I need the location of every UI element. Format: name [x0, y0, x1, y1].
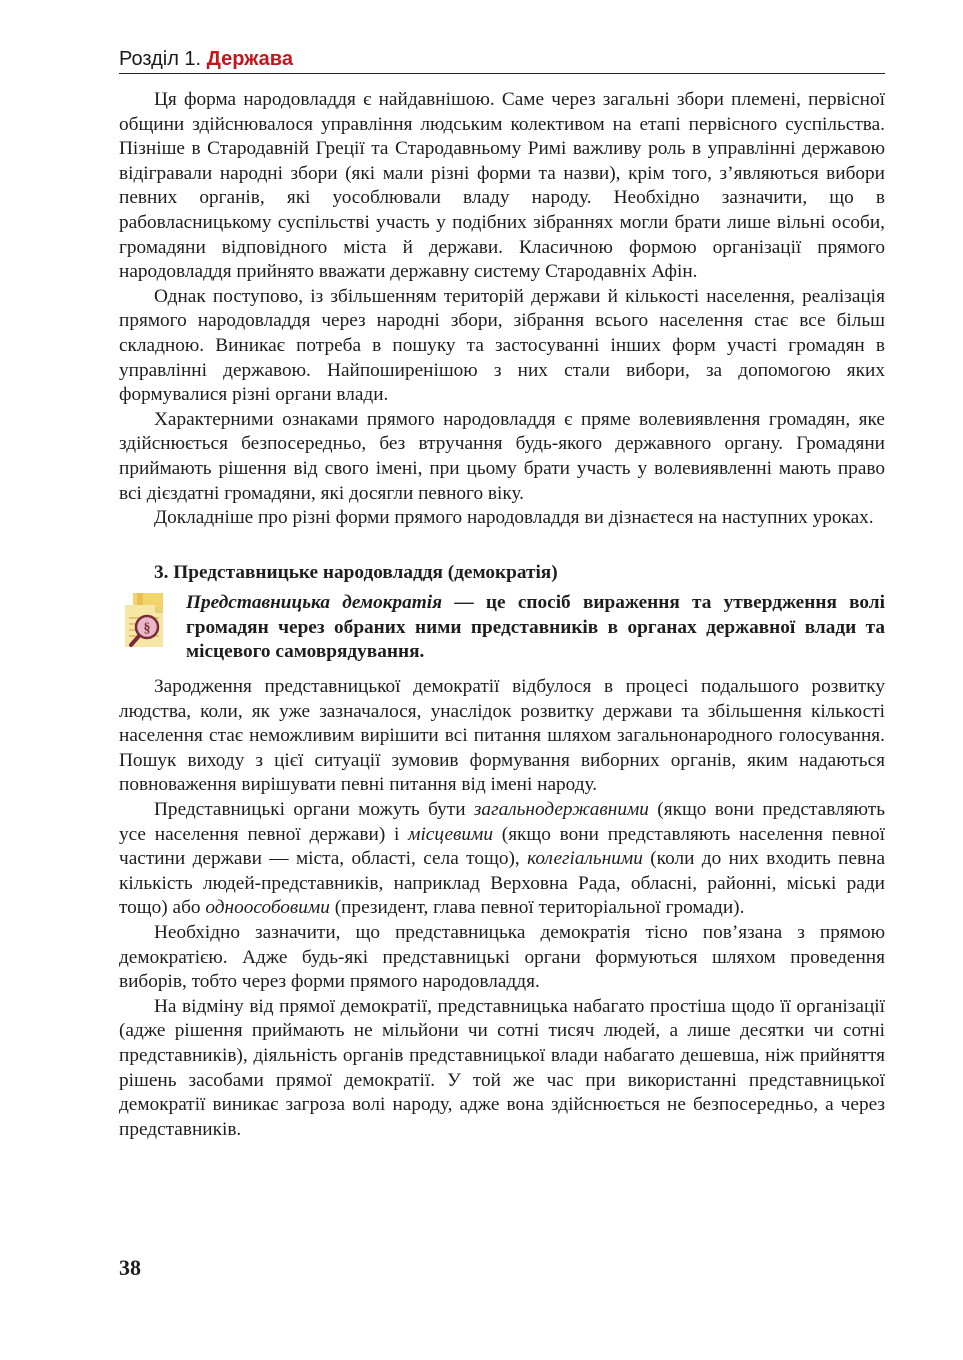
text-fragment: (якщо вони представляють населення певної частини держави — міста, області, села тощо), [119, 823, 885, 870]
paragraph-ancient-forms: Ця форма народовладдя є найдавнішою. Саме через загальні збори племені, первісної общини здійснювалося управління людським колективом на етапі первісного суспільства. Пізніше в Стародавній Греції та Стародавньому Римі важливу роль в управлінні державою відігравали народні збори (які мали різні форми та назви), крім того, з’являються вибори певних органів, які уособлювали владу народу. Необхідно зазначити, що в рабовласницькому суспільстві участь у подібних зібраннях могли брати лише вільні особи, громадяни відповідного міста й держави. Класичною формою організації прямого народовладдя прийнято вважати державну систему Стародавніх Афін. [119, 89, 885, 283]
paragraph-comparison: На відміну від прямої демократії, представницька набагато простіша щодо її організації (адже рішення приймають не мільйони чи сотні тисяч людей, а лише десятки чи сотні представників), діяльність органів представницької влади набагато дешевша, ніж прийняття рішень засобами прямої демократії. У той же час при використанні представницької демократії виникає загроза волі народу, адже вона здійснюється не безпосередньо, а через представників. [119, 995, 885, 1140]
section-label: Розділ 1. [119, 48, 202, 70]
paragraph-origin: Зародження представницької демократії відбулося в процесі подальшого розвитку людства, коли, як уже зазначалося, унаслідок розвитку держави та збільшення кількості населення стає неможливим вирішити всі питання шляхом загальнонародного голосування. Пошук виходу з цієї ситуації зумовив формування виборних органів, яким надаються повноваження вирішувати певні питання від імені народу. [119, 676, 885, 796]
definition-body: — це спосіб вираження та утвердження волі громадян через обраних ними представників в органах державної влади та місцевого самоврядування. [186, 592, 885, 663]
term-national: загальнодержавними [473, 799, 649, 821]
paragraph-gradual-change: Однак поступово, із збільшенням територій держави й кількості населення, реалізація прямого народовладдя через народні збори, зібрання всього населення стає все більш складною. Виникає потреба в пошуку та застосуванні інших форм участі громадян в управлінні державою. Найпоширенішою з них стали вибори, за допомогою яких формувалися різні органи влади. [119, 285, 885, 406]
definition-text [186, 591, 885, 665]
text-fragment: (президент, глава певної територіальної громади). [329, 897, 745, 919]
term-collegial: колегіальними [527, 848, 643, 870]
main-text [119, 88, 885, 1142]
running-header [119, 46, 885, 74]
term-local: місцевими [408, 823, 493, 845]
definition-term: Представницька демократія [186, 592, 443, 614]
section-symbol: § [143, 621, 151, 637]
definition-block [119, 591, 885, 665]
term-individual: одноособовими [205, 897, 330, 919]
text-fragment: Представницькі органи можуть бути [154, 799, 474, 821]
text-fragment: (коли до них входить певна кількість людей-представників, наприклад Верховна Рада, обласні, районні, міські ради тощо) або [119, 848, 886, 919]
section-title-accent: Держава [206, 48, 293, 70]
law-book-icon [119, 591, 177, 649]
paragraph-more-info: Докладніше про різні форми прямого народовладдя ви дізнаєтеся на наступних уроках. [154, 507, 874, 529]
paragraph-link-direct: Необхідно зазначити, що представницька демократія тісно пов’язана з прямою демократією. Адже будь-які представницькі органи формуються шляхом проведення виборів, тобто через форми прямого народовладдя. [119, 922, 885, 993]
paragraph-organ-types [119, 798, 885, 921]
paragraph-characteristics: Характерними ознаками прямого народовладдя є пряме волевиявлення громадян, яке здійснюється безпосередньо, без втручання будь-якого державного органу. Громадяни приймають рішення від свого імені, при цьому брати участь у волевиявленні мають право всі дієздатні громадяни, які досягли певного віку. [119, 408, 885, 504]
text-fragment: (якщо вони представляють усе населення певної держави) і [119, 799, 885, 845]
page-number: 38 [119, 1255, 141, 1280]
section-heading: 3. Представницьке народовладдя (демократія) [154, 561, 558, 583]
